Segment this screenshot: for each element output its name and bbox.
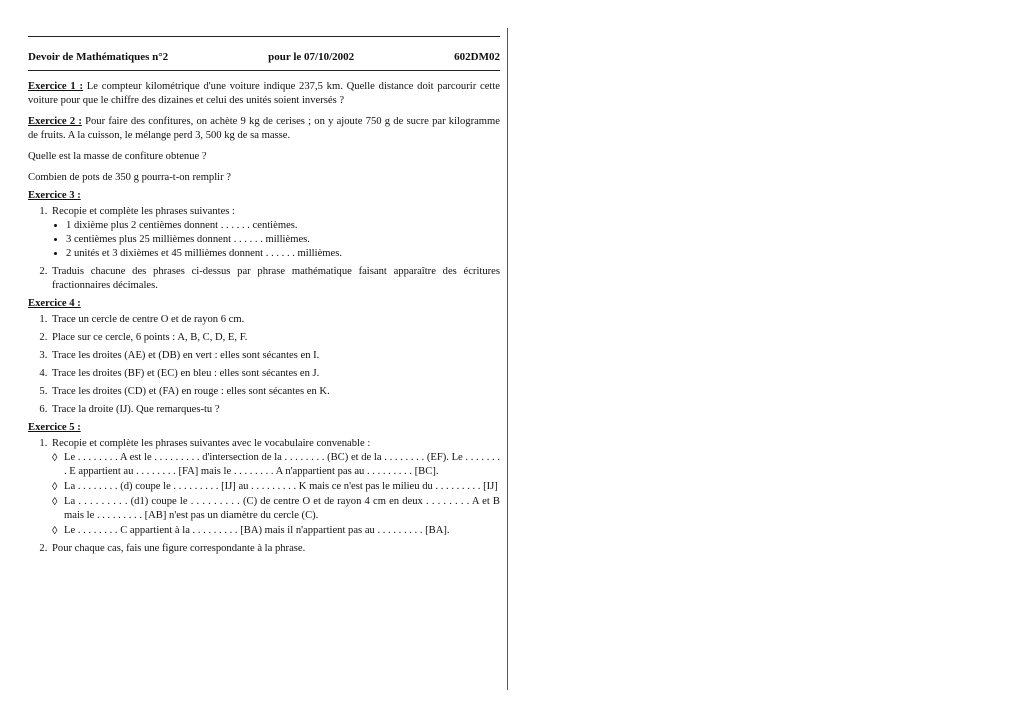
exercise-1 bbox=[28, 80, 500, 108]
list-item: 4. Trace les droites (BF) et (EC) en bleu : elles sont sécantes en J. bbox=[50, 367, 500, 381]
list-item: 5. Trace les droites (CD) et (FA) en rouge : elles sont sécantes en K. bbox=[50, 385, 500, 399]
exercise-1-title: Exercice 1 : bbox=[28, 81, 84, 92]
exercise-2-text: Pour faire des confitures, on achète 9 kg de cerises ; on y ajoute 750 g de sucre par kilogramme de fruits. A la cuisson, le mélange perd 3, 500 kg de sa masse. bbox=[28, 116, 500, 141]
header-title: Devoir de Mathématiques n°2 bbox=[28, 51, 169, 63]
list-item: • 2 unités et 3 dixièmes et 45 millièmes donnent . . . . . . millièmes. bbox=[66, 247, 500, 261]
list-item: ◊ Le . . . . . . . . A est le . . . . . . . . . d'intersection de la . . . . . . . . (BC) et de la . . . . . . . . (EF). Le . . . . . . . . E appartient au . . . . . . . . [FA] mais le . . . . . . . . A n'appartient pas au . . . . . . . . . [BC]. bbox=[52, 451, 500, 479]
header-rule bbox=[28, 70, 500, 71]
worksheet bbox=[28, 36, 500, 560]
exercise-3-bullets bbox=[52, 219, 500, 261]
exercise-2-question-1: Quelle est la masse de confiture obtenue ? bbox=[28, 151, 207, 162]
header-date: pour le 07/10/2002 bbox=[268, 51, 355, 63]
exercise-2 bbox=[28, 115, 500, 143]
exercise-5-list bbox=[28, 437, 500, 556]
list-item: • 1 dixième plus 2 centièmes donnent . . . . . . centièmes. bbox=[66, 219, 500, 233]
exercise-4-title: Exercice 4 : bbox=[28, 298, 81, 309]
exercise-5-diamonds bbox=[52, 451, 500, 538]
exercise-3-item-1: Recopie et complète les phrases suivantes : bbox=[52, 206, 235, 217]
exercise-3-list bbox=[28, 205, 500, 293]
list-item bbox=[50, 205, 500, 261]
header-code: 602DM02 bbox=[454, 51, 500, 63]
exercise-4-list bbox=[28, 313, 500, 417]
exercise-3-title: Exercice 3 : bbox=[28, 190, 81, 201]
list-item: • 3 centièmes plus 25 millièmes donnent . . . . . . millièmes. bbox=[66, 233, 500, 247]
page-divider bbox=[507, 28, 508, 690]
list-item: ◊ La . . . . . . . . . (d1) coupe le . . . . . . . . . (C) de centre O et de rayon 4 cm en deux . . . . . . . . A et B mais le . . . . . . . . . [AB] n'est pas un diamètre du cercle (C). bbox=[52, 495, 500, 523]
list-item bbox=[50, 437, 500, 538]
exercise-2-question-2: Combien de pots de 350 g pourra-t-on remplir ? bbox=[28, 172, 231, 183]
list-item: 2. Pour chaque cas, fais une figure correspondante à la phrase. bbox=[50, 542, 500, 556]
list-item: 6. Trace la droite (IJ). Que remarques-tu ? bbox=[50, 403, 500, 417]
exercise-1-text: Le compteur kilométrique d'une voiture indique 237,5 km. Quelle distance doit parcourir cette voiture pour que le chiffre des dizaines et celui des unités soient inversés ? bbox=[28, 81, 500, 106]
list-item: ◊ La . . . . . . . . (d) coupe le . . . . . . . . . [IJ] au . . . . . . . . . K mais ce n'est pas le milieu du . . . . . . . . . [IJ] bbox=[52, 480, 500, 494]
exercise-5-title: Exercice 5 : bbox=[28, 422, 81, 433]
list-item: ◊ Le . . . . . . . . C appartient à la . . . . . . . . . [BA) mais il n'appartient pas au . . . . . . . . . [BA]. bbox=[52, 524, 500, 538]
list-item: 2. Place sur ce cercle, 6 points : A, B, C, D, E, F. bbox=[50, 331, 500, 345]
list-item: 2. Traduis chacune des phrases ci-dessus par phrase mathématique faisant apparaître des écritures fractionnaires décimales. bbox=[50, 265, 500, 293]
list-item: 3. Trace les droites (AE) et (DB) en vert : elles sont sécantes en I. bbox=[50, 349, 500, 363]
list-item: 1. Trace un cercle de centre O et de rayon 6 cm. bbox=[50, 313, 500, 327]
header bbox=[28, 37, 500, 70]
exercise-2-title: Exercice 2 : bbox=[28, 116, 82, 127]
exercise-5-item-1: Recopie et complète les phrases suivantes avec le vocabulaire convenable : bbox=[52, 438, 371, 449]
